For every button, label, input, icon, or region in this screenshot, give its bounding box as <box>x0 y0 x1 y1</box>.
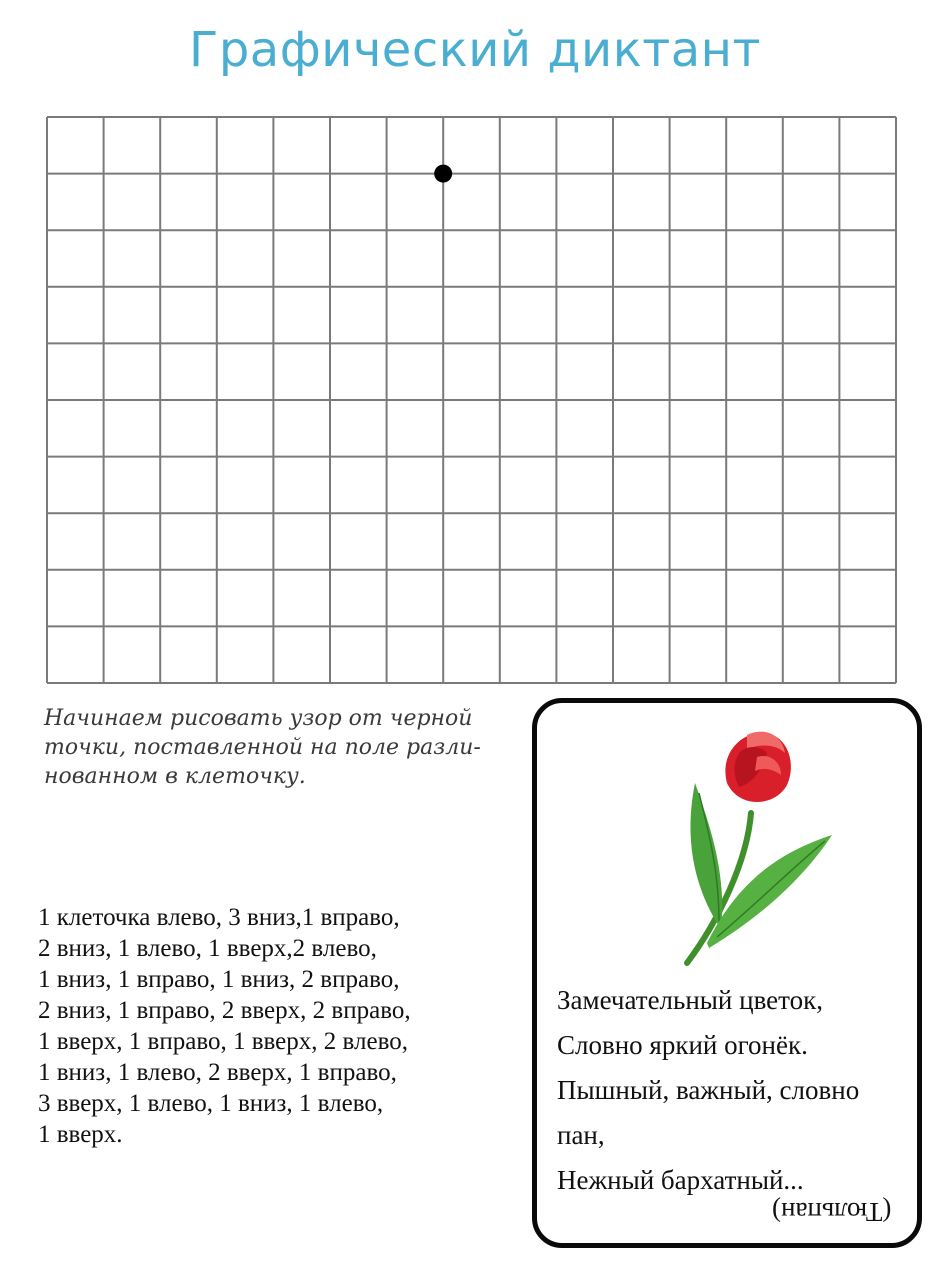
instruction-line: 2 вниз, 1 влево, 1 вверх,2 влево, <box>38 935 377 962</box>
poem-line: пан, <box>557 1120 605 1150</box>
tulip-icon <box>647 723 847 973</box>
page-title: Графический диктант <box>189 22 761 78</box>
riddle-card <box>532 698 922 1248</box>
riddle-answer: (Тюльпан) <box>771 1197 891 1227</box>
start-dot <box>434 165 452 183</box>
instruction-line: 1 вверх, 1 вправо, 1 вверх, 2 влево, <box>38 1028 408 1055</box>
instructions <box>38 902 518 1150</box>
intro-line: Начинаем рисовать узор от черной <box>44 706 473 731</box>
instruction-line: 2 вниз, 1 вправо, 2 вверх, 2 вправо, <box>38 997 411 1024</box>
intro-line: точки, поставленной на поле разли- <box>44 735 481 760</box>
poem-line: Пышный, важный, словно <box>557 1075 860 1105</box>
poem-line: Словно яркий огонёк. <box>557 1030 808 1060</box>
intro-text <box>44 704 514 791</box>
poem-line: Замечательный цветок, <box>557 985 823 1015</box>
instruction-line: 1 вниз, 1 влево, 2 вверх, 1 вправо, <box>38 1059 397 1086</box>
instruction-line: 3 вверх, 1 влево, 1 вниз, 1 влево, <box>38 1090 384 1117</box>
poem-line: Нежный бархатный... <box>557 1165 804 1195</box>
instruction-line: 1 вверх. <box>38 1121 123 1148</box>
instruction-line: 1 вниз, 1 вправо, 1 вниз, 2 вправо, <box>38 966 400 993</box>
intro-line: нованном в клеточку. <box>44 764 306 789</box>
riddle-poem <box>557 978 917 1203</box>
instruction-line: 1 клеточка влево, 3 вниз,1 вправо, <box>38 904 400 931</box>
